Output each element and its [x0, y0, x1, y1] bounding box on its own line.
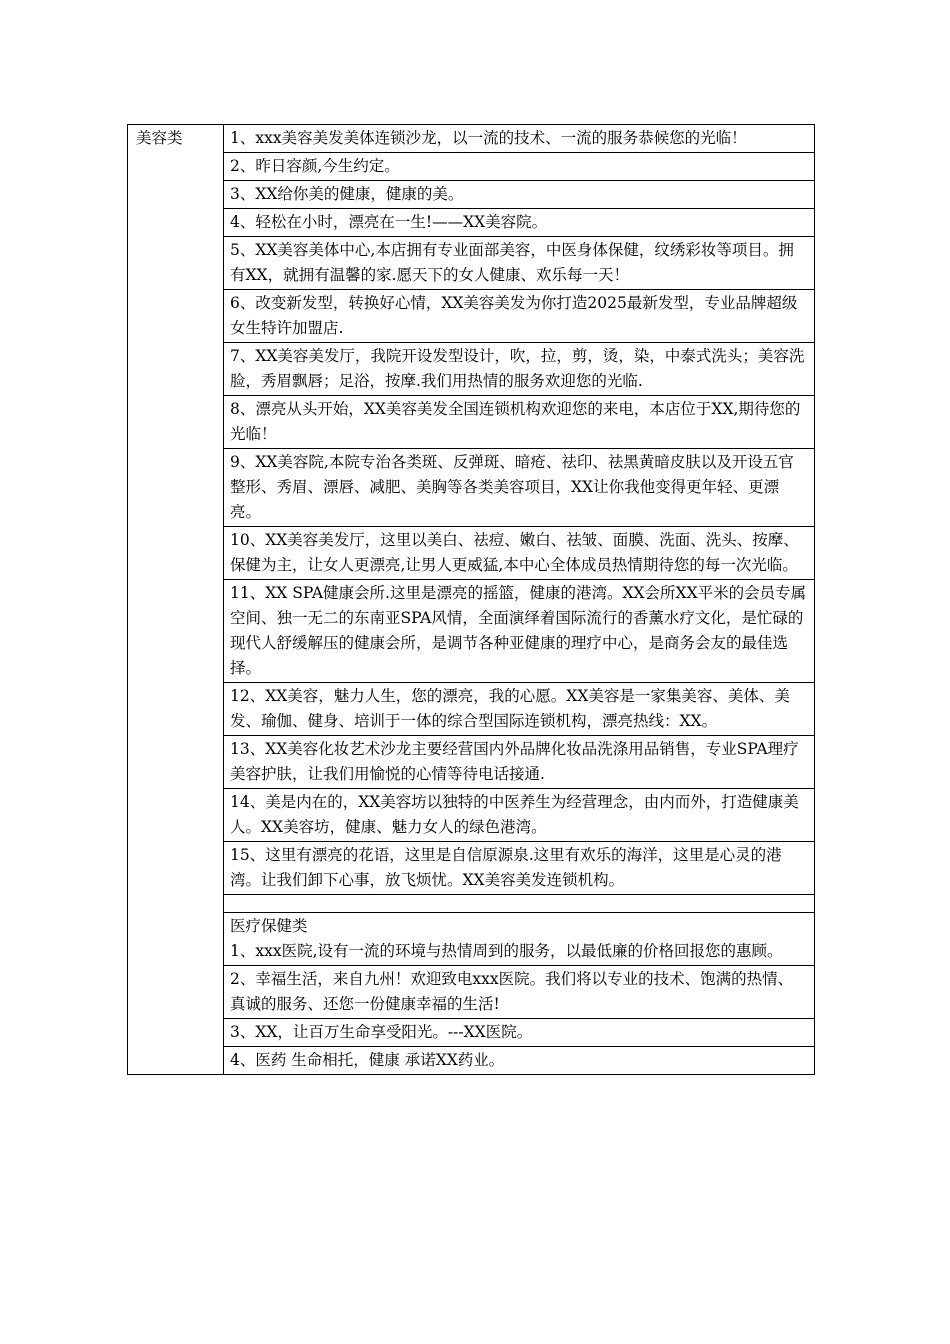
slogan-item: 3、XX，让百万生命享受阳光。---XX医院。 — [224, 1019, 815, 1047]
table-row — [128, 527, 815, 580]
category-cell-beauty — [128, 125, 224, 1075]
medical-section-cell — [224, 913, 815, 966]
slogan-item: 1、xxx医院,设有一流的环境与热情周到的服务，以最低廉的价格回报您的惠顾。 — [230, 942, 783, 960]
slogan-item: 6、改变新发型，转换好心情，XX美容美发为你打造2025最新发型，专业品牌超级女生特许加盟店. — [224, 290, 815, 343]
table-row — [128, 209, 815, 237]
slogan-item: 3、XX给你美的健康，健康的美。 — [224, 181, 815, 209]
table-row — [128, 290, 815, 343]
slogan-item: 7、XX美容美发厅，我院开设发型设计，吹，拉，剪，烫，染，中泰式洗头；美容洗脸，秀眉飘唇；足浴，按摩.我们用热情的服务欢迎您的光临. — [224, 343, 815, 396]
category-label: 美容类 — [136, 129, 183, 147]
slogan-item: 4、轻松在小时，漂亮在一生!——XX美容院。 — [224, 209, 815, 237]
table-row — [128, 966, 815, 1019]
slogan-item: 2、幸福生活，来自九州！欢迎致电xxx医院。我们将以专业的技术、饱满的热情、真诚的服务、还您一份健康幸福的生活! — [224, 966, 815, 1019]
table-row — [128, 789, 815, 842]
slogan-table — [127, 124, 815, 1075]
table-row — [128, 449, 815, 527]
table-row — [128, 396, 815, 449]
slogan-item: 15、这里有漂亮的花语，这里是自信原源泉.这里有欢乐的海洋，这里是心灵的港湾。让我们卸下心事，放飞烦忧。XX美容美发连锁机构。 — [224, 842, 815, 895]
slogan-item: 1、xxx美容美发美体连锁沙龙，以一流的技术、一流的服务恭候您的光临！ — [224, 125, 815, 153]
slogan-item: 14、美是内在的，XX美容坊以独特的中医养生为经营理念，由内而外，打造健康美人。XX美容坊，健康、魅力女人的绿色港湾。 — [224, 789, 815, 842]
table-row — [128, 1047, 815, 1075]
table-row — [128, 153, 815, 181]
table-row — [128, 913, 815, 966]
category-label-medical: 医疗保健类 — [230, 917, 308, 935]
table-row — [128, 580, 815, 683]
slogan-item: 12、XX美容，魅力人生，您的漂亮，我的心愿。XX美容是一家集美容、美体、美发、瑜伽、健身、培训于一体的综合型国际连锁机构，漂亮热线：XX。 — [224, 683, 815, 736]
slogan-item: 11、XX SPA健康会所.这里是漂亮的摇篮，健康的港湾。XX会所XX平米的会员专属空间、独一无二的东南亚SPA风情，全面演绎着国际流行的香薰水疗文化，是忙碌的现代人舒缓解压的健康会所，是调节各种亚健康的理疗中心，是商务会友的最佳选择。 — [224, 580, 815, 683]
table-row — [128, 736, 815, 789]
table-row — [128, 181, 815, 209]
slogan-item: 4、医药 生命相托，健康 承诺XX药业。 — [224, 1047, 815, 1075]
table-row — [128, 237, 815, 290]
slogan-item: 13、XX美容化妆艺术沙龙主要经营国内外品牌化妆品洗涤用品销售，专业SPA理疗美容护肤，让我们用愉悦的心情等待电话接通. — [224, 736, 815, 789]
slogan-item: 8、漂亮从头开始，XX美容美发全国连锁机构欢迎您的来电，本店位于XX,期待您的光临！ — [224, 396, 815, 449]
table-row — [128, 683, 815, 736]
table-row — [128, 125, 815, 153]
table-row — [128, 343, 815, 396]
slogan-item: 10、XX美容美发厅，这里以美白、祛痘、嫩白、祛皱、面膜、洗面、洗头、按摩、保健为主，让女人更漂亮,让男人更威猛,本中心全体成员热情期待您的每一次光临。 — [224, 527, 815, 580]
slogan-item: 9、XX美容院,本院专治各类斑、反弹斑、暗疮、祛印、祛黑黄暗皮肤以及开设五官整形、秀眉、漂唇、减肥、美胸等各类美容项目，XX让你我他变得更年轻、更漂亮。 — [224, 449, 815, 527]
table-row — [128, 895, 815, 913]
table-row — [128, 842, 815, 895]
blank-cell — [224, 895, 815, 913]
slogan-item: 5、XX美容美体中心,本店拥有专业面部美容，中医身体保健，纹绣彩妆等项目。拥有XX，就拥有温馨的家.愿天下的女人健康、欢乐每一天！ — [224, 237, 815, 290]
slogan-item: 2、昨日容颜,今生约定。 — [224, 153, 815, 181]
table-row — [128, 1019, 815, 1047]
